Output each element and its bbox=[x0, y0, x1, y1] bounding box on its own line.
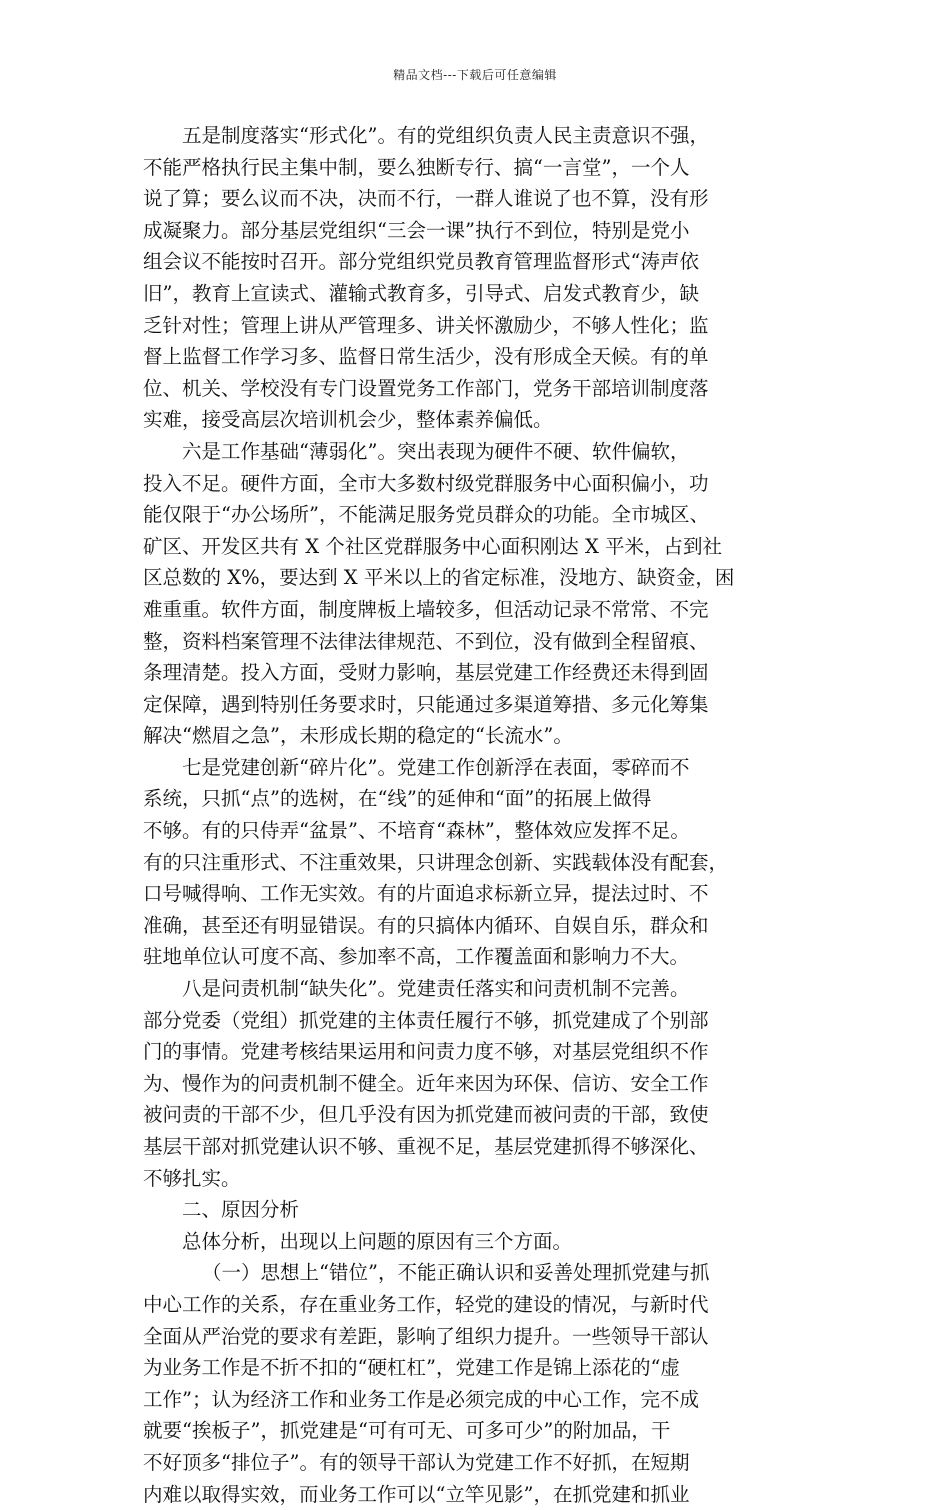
text-line: 系统，只抓“点”的选树，在“线”的延伸和“面”的拓展上做得 bbox=[143, 787, 652, 811]
text-line: 基层干部对抓党建认识不够、重视不足，基层党建抓得不够深化、 bbox=[143, 1135, 709, 1158]
text-line: 旧”，教育上宣读式、灌输式教育多，引导式、启发式教育少，缺 bbox=[143, 281, 699, 305]
text-line: 口号喊得响、工作无实效。有的片面追求标新立异，提法过时、不 bbox=[143, 882, 709, 906]
text-line: 不好顶多“排位子”。有的领导干部认为党建工作不好抓，在短期 bbox=[143, 1450, 690, 1474]
text-line: 说了算；要么议而不决，决而不行，一群人谁说了也不算，没有形 bbox=[143, 187, 709, 211]
text-line: 全面从严治党的要求有差距，影响了组织力提升。一些领导干部认 bbox=[143, 1324, 709, 1348]
text-line: 总体分析，出现以上问题的原因有三个方面。 bbox=[182, 1229, 573, 1253]
text-line: 实难，接受高层次培训机会少，整体素养偏低。 bbox=[143, 408, 553, 432]
text-line: 难重重。软件方面，制度牌板上墙较多，但活动记录不常常、不完 bbox=[143, 597, 709, 621]
text-line: 八是问责机制“缺失化”。党建责任落实和问责机制不完善。 bbox=[182, 977, 690, 1001]
text-line: 不能严格执行民主集中制，要么独断专行、搞“一言堂”，一个人 bbox=[143, 155, 690, 179]
text-line: 矿区、开发区共有 X 个社区党群服务中心面积刚达 X 平米，占到社 bbox=[143, 534, 723, 558]
text-line: 为、慢作为的问责机制不健全。近年来因为环保、信访、安全工作 bbox=[143, 1071, 709, 1095]
text-line: 位、机关、学校没有专门设置党务工作部门，党务干部培训制度落 bbox=[143, 376, 709, 400]
text-line: 内难以取得实效，而业务工作可以“立竿见影”，在抓党建和抓业 bbox=[143, 1482, 690, 1506]
text-line: 有的只注重形式、不注重效果，只讲理念创新、实践载体没有配套， bbox=[143, 850, 729, 874]
text-line: 不够。有的只侍弄“盆景”、不培育“森林”，整体效应发挥不足。 bbox=[143, 819, 690, 843]
text-line: 不够扎实。 bbox=[143, 1166, 241, 1190]
text-line: 准确，甚至还有明显错误。有的只搞体内循环、自娱自乐，群众和 bbox=[143, 913, 709, 937]
text-line: 就要“挨板子”，抓党建是“可有可无、可多可少”的附加品，干 bbox=[143, 1419, 671, 1443]
section-heading: 二、原因分析 bbox=[182, 1198, 300, 1222]
document-body bbox=[143, 120, 813, 1510]
text-line: 乏针对性；管理上讲从严管理多、讲关怀激励少，不够人性化；监 bbox=[143, 313, 709, 337]
text-line: 成凝聚力。部分基层党组织“三会一课”执行不到位，特别是党小 bbox=[143, 218, 690, 242]
text-line: 整，资料档案管理不法律法律规范、不到位，没有做到全程留痕、 bbox=[143, 629, 709, 653]
text-line: 部分党委（党组）抓党建的主体责任履行不够，抓党建成了个别部 bbox=[143, 1008, 709, 1032]
text-line: （一）思想上“错位”，不能正确认识和妥善处理抓党建与抓 bbox=[202, 1261, 710, 1285]
text-line: 能仅限于“办公场所”，不能满足服务党员群众的功能。全市城区、 bbox=[143, 503, 709, 527]
text-line: 门的事情。党建考核结果运用和问责力度不够，对基层党组织不作 bbox=[143, 1040, 709, 1064]
page-header: 精品文档---下载后可任意编辑 bbox=[393, 68, 557, 82]
text-line: 定保障，遇到特别任务要求时，只能通过多渠道筹措、多元化筹集 bbox=[143, 692, 709, 716]
text-line: 为业务工作是不折不扣的“硬杠杠”，党建工作是锦上添花的“虚 bbox=[143, 1356, 680, 1380]
text-line: 区总数的 X%，要达到 X 平米以上的省定标准，没地方、缺资金，困 bbox=[143, 566, 735, 590]
text-line: 中心工作的关系，存在重业务工作，轻党的建设的情况，与新时代 bbox=[143, 1292, 709, 1316]
text-line: 六是工作基础“薄弱化”。突出表现为硬件不硬、软件偏软， bbox=[182, 439, 690, 463]
text-line: 解决“燃眉之急”，未形成长期的稳定的“长流水”。 bbox=[143, 724, 573, 748]
text-line: 被问责的干部不少，但几乎没有因为抓党建而被问责的干部，致使 bbox=[143, 1103, 709, 1127]
text-line: 驻地单位认可度不高、参加率不高，工作覆盖面和影响力不大。 bbox=[143, 945, 690, 969]
text-line: 工作”；认为经济工作和业务工作是必须完成的中心工作，完不成 bbox=[143, 1387, 699, 1411]
text-line: 投入不足。硬件方面，全市大多数村级党群服务中心面积偏小，功 bbox=[143, 471, 709, 495]
text-line: 组会议不能按时召开。部分党组织党员教育管理监督形式“涛声依 bbox=[143, 250, 699, 274]
text-line: 七是党建创新“碎片化”。党建工作创新浮在表面，零碎而不 bbox=[182, 755, 690, 779]
text-line: 督上监督工作学习多、监督日常生活少，没有形成全天候。有的单 bbox=[143, 345, 709, 369]
text-line: 五是制度落实“形式化”。有的党组织负责人民主责意识不强， bbox=[182, 124, 709, 147]
text-line: 条理清楚。投入方面，受财力影响，基层党建工作经费还未得到固 bbox=[143, 661, 709, 685]
